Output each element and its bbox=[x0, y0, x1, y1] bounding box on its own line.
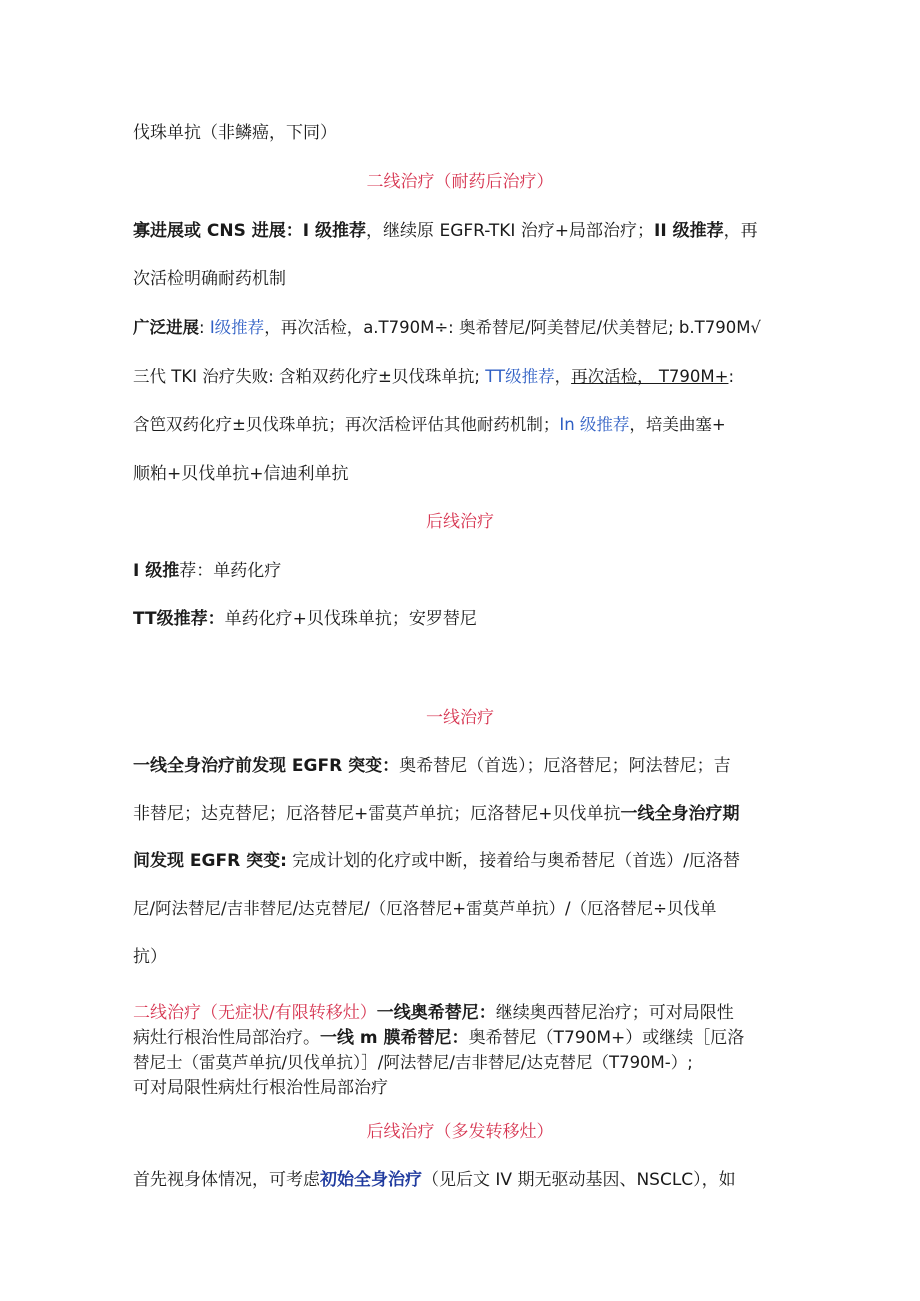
bold-label: 间发现 EGFR 突变: bbox=[133, 851, 287, 871]
paragraph-line bbox=[133, 365, 793, 389]
text: ，再 bbox=[723, 221, 758, 241]
text: 伐珠单抗（非鳞癌，下同） bbox=[133, 123, 337, 143]
paragraph-line bbox=[133, 754, 793, 778]
heading-text: 二线治疗（耐药后治疗） bbox=[366, 172, 554, 192]
paragraph-line bbox=[133, 1051, 793, 1075]
paragraph-line bbox=[133, 219, 793, 243]
paragraph-line bbox=[133, 267, 793, 291]
paragraph-line bbox=[133, 897, 793, 921]
text: 三代 TKI 治疗失败: 含粕双药化疗±贝伐珠单抗; bbox=[133, 367, 486, 386]
paragraph-line bbox=[133, 945, 793, 969]
text: ，再次活检，a.T790M÷: 奥希替尼/阿美替尼/伏美替尼; b.T790M√ bbox=[264, 318, 761, 337]
text: ， bbox=[554, 367, 572, 386]
bold-label: I 级推 bbox=[133, 561, 180, 581]
paragraph-line bbox=[133, 1168, 793, 1192]
text: 含笆双药化疗±贝伐珠单抗；再次活检评估其他耐药机制； bbox=[133, 415, 560, 434]
paragraph-line bbox=[133, 607, 793, 631]
inline-heading: 二线治疗（无症状/有限转移灶） bbox=[133, 1003, 377, 1023]
bold-label: 一线全身治疗前发现 EGFR 突变： bbox=[133, 756, 400, 776]
text: ，继续原 EGFR-TKI 治疗+局部治疗； bbox=[366, 221, 655, 241]
text: 次活检明确耐药机制 bbox=[133, 269, 286, 289]
paragraph-line bbox=[133, 1026, 793, 1050]
paragraph-line bbox=[133, 121, 793, 145]
bold-label: I 级推荐 bbox=[302, 221, 367, 241]
heading-text: 后线治疗 bbox=[426, 512, 494, 532]
underlined-text: 再次活检， T790M+ bbox=[571, 367, 729, 386]
bold-label: 广泛进展 bbox=[133, 318, 199, 337]
bold-label: 寡进展或 CNS 进展： bbox=[133, 221, 303, 241]
text: 奥希替尼（T790M+）或继续［厄洛 bbox=[468, 1028, 745, 1048]
heading-text: 一线治疗 bbox=[426, 708, 494, 728]
highlighted-term: 初始全身治疗 bbox=[320, 1170, 422, 1190]
bold-label: II 级推荐 bbox=[654, 221, 724, 241]
text: : bbox=[728, 367, 735, 386]
text: 奥希替尼（首选）；厄洛替尼；阿法替尼；吉 bbox=[399, 756, 731, 776]
text: ，培美曲塞+ bbox=[629, 415, 726, 434]
bold-label: 一线 m 膜希替尼： bbox=[320, 1028, 469, 1048]
text: 顺粕+贝伐单抗+信迪利单抗 bbox=[133, 464, 349, 484]
paragraph-line bbox=[133, 462, 793, 486]
text: 可对局限性病灶行根治性局部治疗 bbox=[133, 1078, 388, 1098]
text: 继续奥西替尼治疗；可对局限性 bbox=[495, 1003, 734, 1023]
paragraph-line bbox=[133, 1076, 793, 1100]
recommendation-level: I级推荐 bbox=[209, 318, 265, 337]
text: 非替尼；达克替尼；厄洛替尼+雷莫芦单抗；厄洛替尼+贝伐单抗 bbox=[133, 804, 621, 824]
bold-label: TT级推荐： bbox=[133, 609, 225, 629]
text: 单药化疗+贝伐珠单抗；安罗替尼 bbox=[224, 609, 477, 629]
text: 首先视身体情况，可考虑 bbox=[133, 1170, 320, 1190]
paragraph-line bbox=[133, 559, 793, 583]
section-heading-first-line bbox=[0, 706, 920, 730]
text: 抗） bbox=[133, 947, 167, 967]
heading-text: 后线治疗（多发转移灶） bbox=[366, 1122, 554, 1142]
section-heading-later-line bbox=[0, 510, 920, 534]
text: : bbox=[199, 318, 210, 337]
paragraph-line bbox=[133, 316, 793, 340]
paragraph-line bbox=[133, 413, 793, 437]
text: 病灶行根治性局部治疗。 bbox=[133, 1028, 320, 1048]
section-heading-second-line bbox=[0, 170, 920, 194]
text: 荐：单药化疗 bbox=[179, 561, 282, 581]
text: （见后文 IV 期无驱动基因、NSCLC），如 bbox=[422, 1170, 736, 1190]
recommendation-level: In 级推荐 bbox=[559, 415, 630, 434]
bold-label: 一线全身治疗期 bbox=[620, 804, 740, 824]
text: 完成计划的化疗或中断，接着给与奥希替尼（首选）/厄洛替 bbox=[286, 851, 741, 871]
recommendation-level: TT级推荐 bbox=[485, 367, 555, 386]
bold-label: 一线奥希替尼： bbox=[376, 1003, 496, 1023]
text: 尼/阿法替尼/吉非替尼/达克替尼/（厄洛替尼+雷莫芦单抗）/（厄洛替尼÷贝伐单 bbox=[133, 899, 717, 918]
text: 替尼士（雷莫芦单抗/贝伐单抗）］/阿法替尼/吉非替尼/达克替尼（T790M-）; bbox=[133, 1053, 693, 1072]
paragraph-line bbox=[133, 849, 793, 873]
paragraph-line bbox=[133, 802, 793, 826]
paragraph-line bbox=[133, 1001, 793, 1025]
section-heading-later-line-multi bbox=[0, 1120, 920, 1144]
